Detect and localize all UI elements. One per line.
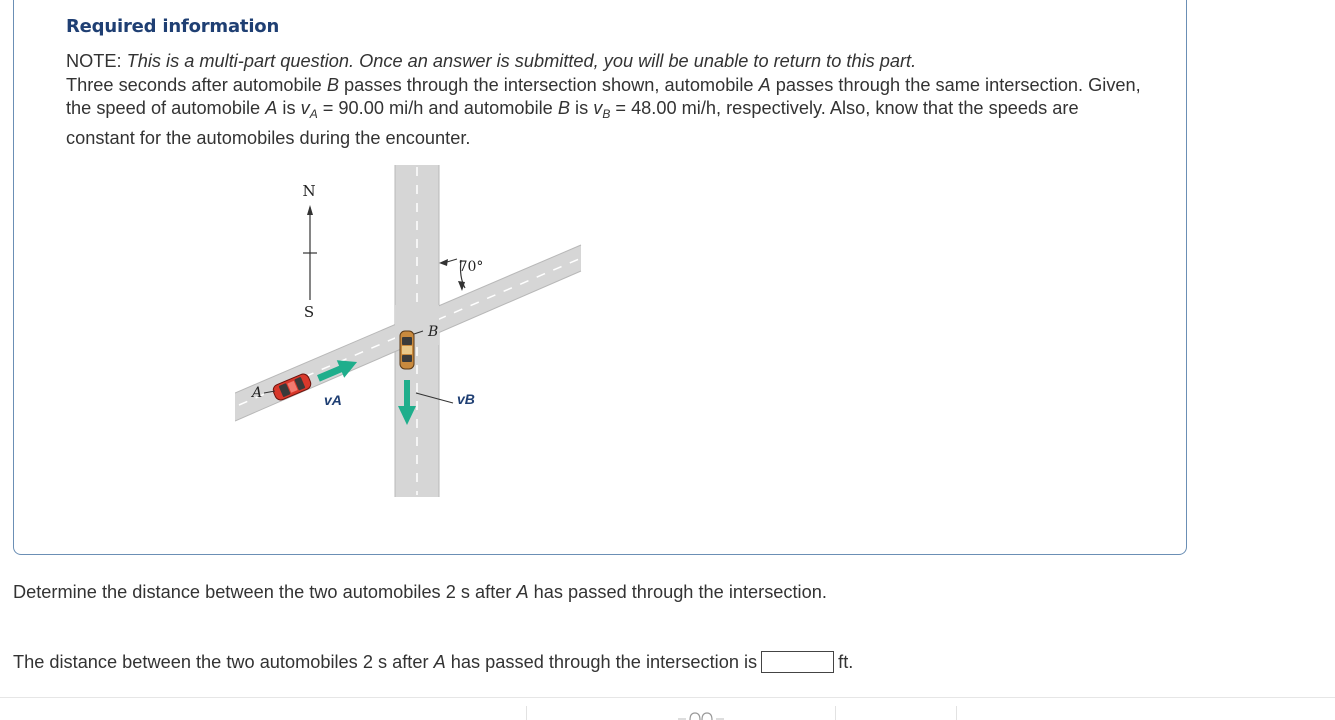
intersection-figure: [235, 165, 585, 500]
problem-statement: [66, 50, 1146, 150]
var-b: B: [326, 74, 339, 95]
label-va: vA: [324, 392, 342, 408]
problem-text: [66, 74, 1146, 151]
footer-link-icon[interactable]: [676, 711, 726, 720]
problem-text-3: passes through the same intersection. Given, the speed of automobile: [66, 74, 1141, 118]
var-b-2: B: [557, 98, 570, 118]
problem-text-7: = 48.00 mi/h, respectively. Also, know that the speeds are constant for the automobiles during the encounter.: [66, 98, 1079, 148]
label-vb: vB: [457, 391, 475, 407]
note-prefix: NOTE:: [66, 51, 122, 71]
question-text-2: has passed through the intersection.: [528, 582, 827, 602]
va-subscript: A: [309, 107, 318, 121]
question-text: [13, 582, 827, 603]
car-b: [400, 331, 414, 369]
vb-symbol: v: [593, 98, 603, 118]
vb-subscript: B: [602, 107, 611, 121]
angle-label: 70°: [458, 259, 484, 275]
question-var-a: A: [516, 582, 529, 602]
compass-south: S: [303, 303, 315, 321]
answer-line: [13, 651, 853, 673]
answer-text-1: The distance between the two automobiles 2 s after: [13, 651, 429, 672]
problem-text-6: is: [569, 98, 594, 118]
problem-text-1: Three seconds after automobile: [66, 74, 327, 95]
var-a: A: [758, 74, 771, 95]
problem-text-4: is: [277, 98, 301, 118]
question-text-1: Determine the distance between the two automobiles 2 s after: [13, 582, 517, 602]
north-arrow-icon: [307, 205, 313, 215]
answer-text-2: has passed through the intersection is: [450, 651, 758, 672]
problem-text-5: = 90.00 mi/h and automobile: [317, 98, 558, 118]
required-information-title: Required information: [66, 16, 280, 37]
footer-divider: [0, 697, 1335, 698]
footer-separator: [835, 706, 836, 720]
answer-unit: ft.: [838, 651, 854, 672]
note-line: [66, 50, 1146, 74]
distance-answer-input[interactable]: [761, 651, 834, 673]
compass: [302, 182, 317, 321]
va-symbol: v: [300, 98, 310, 118]
answer-var-a: A: [433, 651, 446, 672]
note-text: This is a multi-part question. Once an answer is submitted, you will be unable to return to this part.: [126, 51, 917, 71]
footer-separator: [956, 706, 957, 720]
footer-separator: [526, 706, 527, 720]
var-a-2: A: [265, 98, 278, 118]
problem-text-2: passes through the intersection shown, automobile: [338, 74, 759, 95]
compass-north: N: [302, 182, 316, 200]
label-a: A: [252, 385, 263, 401]
label-b: B: [428, 324, 439, 340]
